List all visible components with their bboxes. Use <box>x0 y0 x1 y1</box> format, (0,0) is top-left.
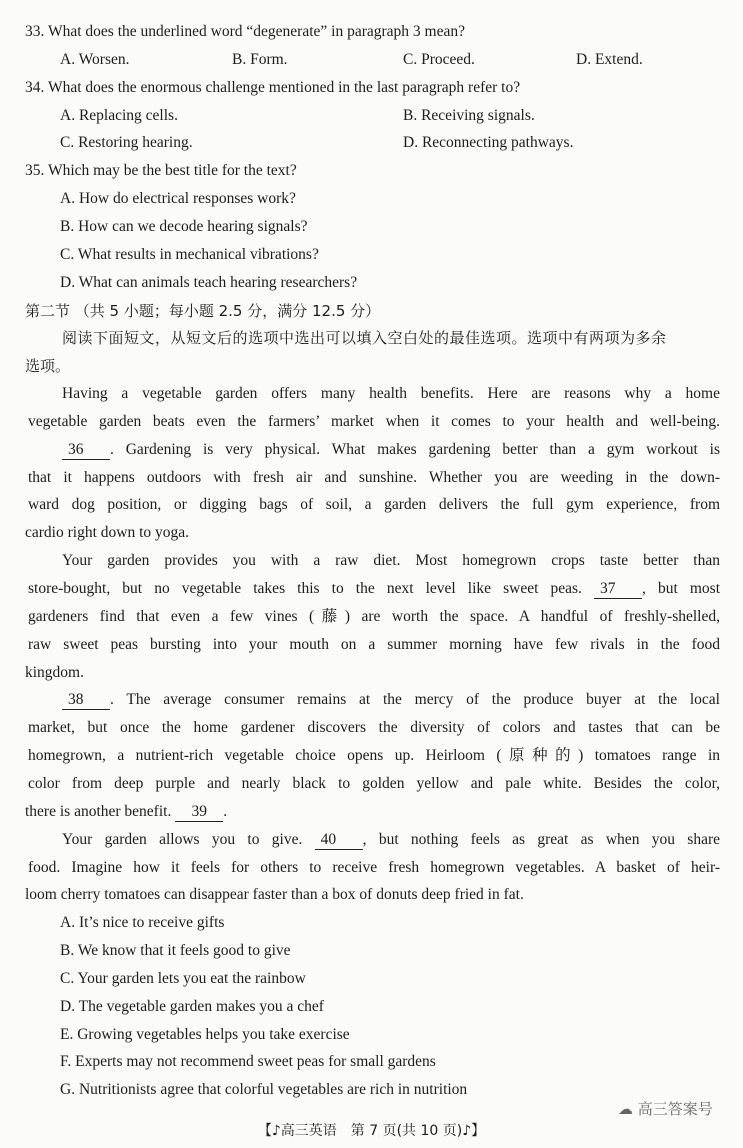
option-item: D. Extend. <box>576 50 643 68</box>
text-segment: . The average consumer remains at the mercy of the produce buyer at the local <box>110 691 720 709</box>
text-line: A. It’s nice to receive gifts <box>60 914 225 932</box>
text-line: B. We know that it feels good to give <box>60 942 291 960</box>
text-line <box>60 131 743 155</box>
text-line: G. Nutritionists agree that colorful vegetables are rich in nutrition <box>60 1081 468 1099</box>
text-line: that it happens outdoors with fresh air and sunshine. Whether you are weeding in the down- <box>28 468 720 486</box>
text-line: ward dog position, or digging bags of soil, a garden delivers the full gym experience, from <box>28 496 720 514</box>
text-line <box>60 48 743 72</box>
text-segment: Your garden allows you to give. <box>62 830 315 848</box>
text-line <box>62 438 720 462</box>
text-line: color from deep purple and nearly black to golden yellow and pale white. Besides the color, <box>28 774 720 792</box>
answer-blank: 36 <box>62 441 110 460</box>
text-line: B. How can we decode hearing signals? <box>60 217 308 235</box>
option-item: C. Proceed. <box>403 50 475 68</box>
text-line <box>60 104 743 128</box>
text-line <box>62 688 720 712</box>
text-line: A. How do electrical responses work? <box>60 190 296 208</box>
text-line: gardeners find that even a few vines (藤) are worth the space. A handful of freshly-shelled, <box>28 607 720 625</box>
text-line: 第二节 （共 5 小题；每小题 2.5 分，满分 12.5 分） <box>25 301 381 320</box>
text-segment: , but most <box>642 580 721 597</box>
answer-blank: 38 <box>62 691 110 710</box>
text-line: cardio right down to yoga. <box>25 524 190 542</box>
text-segment: there is another benefit. <box>25 802 176 820</box>
page-footer: 【♪高三英语 第 7 页(共 10 页)♪】 <box>257 1123 486 1139</box>
text-line: 35. Which may be the best title for the text? <box>25 162 297 180</box>
option-item: B. Receiving signals. <box>403 106 535 124</box>
text-line: 33. What does the underlined word “degenerate” in paragraph 3 mean? <box>25 23 465 40</box>
watermark <box>618 1098 713 1119</box>
text-line: 34. What does the enormous challenge mentioned in the last paragraph refer to? <box>25 78 521 96</box>
answer-blank: 40 <box>315 831 363 850</box>
answer-blank: 37 <box>594 580 642 599</box>
text-line: D. What can animals teach hearing researchers? <box>60 273 358 291</box>
text-line: homegrown, a nutrient-rich vegetable choice opens up. Heirloom (原种的) tomatoes range in <box>28 747 720 765</box>
text-line <box>62 828 720 852</box>
wechat-icon: ☁ <box>618 1100 638 1118</box>
text-line: C. What results in mechanical vibrations? <box>60 245 319 263</box>
option-item: A. Replacing cells. <box>60 106 178 124</box>
text-line: loom cherry tomatoes can disappear faster than a box of donuts deep fried in fat. <box>25 886 524 904</box>
answer-blank: 39 <box>175 803 223 822</box>
text-line: Having a vegetable garden offers many health benefits. Here are reasons why a home <box>62 385 720 403</box>
text-line: E. Growing vegetables helps you take exercise <box>60 1025 350 1043</box>
text-segment: . Gardening is very physical. What makes gardening better than a gym workout is <box>110 440 720 458</box>
text-line: market, but once the home gardener discovers the diversity of colors and tastes that can be <box>28 719 720 737</box>
watermark-text: 高三答案号 <box>637 1100 713 1118</box>
option-item: B. Form. <box>232 50 288 68</box>
text-line <box>25 800 717 824</box>
option-item: C. Restoring hearing. <box>60 134 193 152</box>
option-item: A. Worsen. <box>60 50 130 68</box>
text-line: kingdom. <box>25 663 84 681</box>
text-segment: store-bought, but no vegetable takes this to the next level like sweet peas. <box>28 580 595 597</box>
text-line <box>28 577 720 601</box>
text-line: 选项。 <box>25 357 71 376</box>
text-line: Your garden provides you with a raw diet. Most homegrown crops taste better than <box>62 552 720 570</box>
text-line: food. Imagine how it feels for others to receive fresh homegrown vegetables. A basket of heir- <box>28 858 720 876</box>
text-segment: , but nothing feels as great as when you share <box>362 830 720 848</box>
text-line: F. Experts may not recommend sweet peas for small gardens <box>60 1053 436 1071</box>
text-line: C. Your garden lets you eat the rainbow <box>60 969 306 987</box>
text-line: D. The vegetable garden makes you a chef <box>60 997 324 1015</box>
option-item: D. Reconnecting pathways. <box>403 134 574 152</box>
text-line: vegetable garden beats even the farmers’ market when it comes to your health and well-being. <box>28 412 720 430</box>
text-line: raw sweet peas bursting into your mouth on a summer morning have few rivals in the food <box>28 635 720 653</box>
text-line: 阅读下面短文，从短文后的选项中选出可以填入空白处的最佳选项。选项中有两项为多余 <box>62 329 667 348</box>
text-segment: . <box>223 802 228 820</box>
